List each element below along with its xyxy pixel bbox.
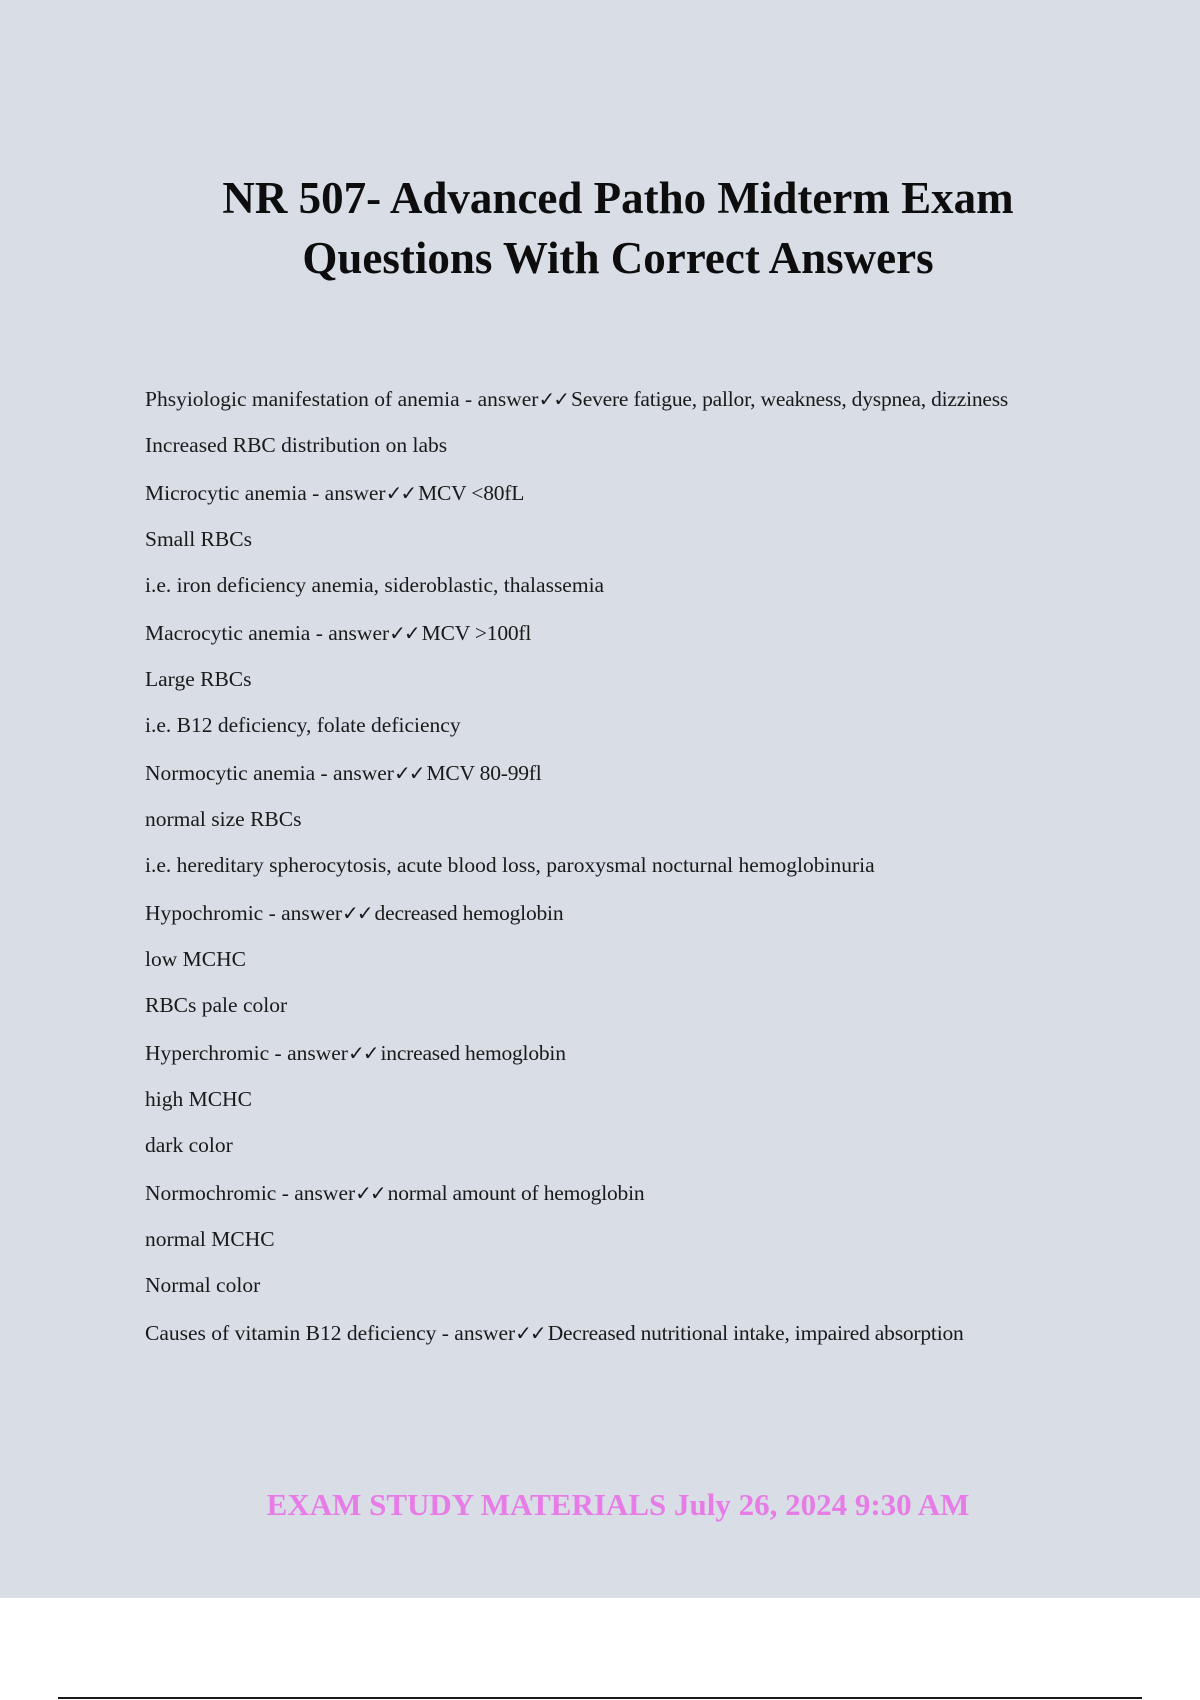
qa-detail-line: Small RBCs bbox=[145, 527, 252, 551]
answer-text: MCV 80-99fl bbox=[426, 761, 542, 785]
double-check-icon: ✓✓ bbox=[393, 761, 424, 785]
qa-question-line bbox=[145, 1318, 1105, 1348]
qa-question-line bbox=[145, 898, 1105, 928]
double-check-icon: ✓✓ bbox=[515, 1321, 545, 1345]
qa-detail-line: low MCHC bbox=[145, 947, 246, 971]
double-check-icon: ✓✓ bbox=[342, 901, 372, 925]
question-text: Hyperchromic - answer bbox=[145, 1041, 348, 1065]
double-check-icon: ✓✓ bbox=[355, 1181, 385, 1205]
question-text: Hypochromic - answer bbox=[145, 901, 343, 925]
qa-question-line bbox=[145, 1038, 1105, 1068]
double-check-icon: ✓✓ bbox=[385, 481, 416, 505]
title-line-1: NR 507- Advanced Patho Midterm Exam bbox=[222, 173, 1014, 223]
answer-text: decreased hemoglobin bbox=[374, 901, 564, 925]
question-text: Microcytic anemia - answer bbox=[145, 481, 386, 505]
qa-question-line bbox=[145, 1178, 1105, 1208]
answer-text: Decreased nutritional intake, impaired absorption bbox=[547, 1321, 964, 1345]
answer-text: MCV >100fl bbox=[421, 621, 532, 645]
double-check-icon: ✓✓ bbox=[347, 1041, 378, 1065]
qa-detail-line: normal MCHC bbox=[145, 1227, 275, 1251]
answer-text: Severe fatigue, pallor, weakness, dyspnea, dizziness bbox=[570, 387, 1009, 411]
qa-question-line bbox=[145, 384, 1105, 414]
answer-text: MCV <80fL bbox=[418, 481, 525, 505]
qa-question-line bbox=[145, 478, 1105, 508]
answer-text: normal amount of hemoglobin bbox=[387, 1181, 645, 1205]
qa-detail-line: i.e. hereditary spherocytosis, acute blood loss, paroxysmal nocturnal hemoglobinuria bbox=[145, 853, 875, 877]
question-text: Normocytic anemia - answer bbox=[145, 761, 394, 785]
qa-detail-line: normal size RBCs bbox=[145, 807, 302, 831]
question-text: Phsyiologic manifestation of anemia - answer bbox=[145, 387, 539, 411]
qa-detail-line: Normal color bbox=[145, 1273, 261, 1297]
qa-detail-line: dark color bbox=[145, 1133, 233, 1157]
double-check-icon: ✓✓ bbox=[389, 621, 419, 645]
qa-question-line bbox=[145, 758, 1105, 788]
answer-text: increased hemoglobin bbox=[380, 1041, 566, 1065]
date-stamp: EXAM STUDY MATERIALS July 26, 2024 9:30 AM bbox=[266, 1487, 970, 1522]
bottom-divider bbox=[58, 1697, 1142, 1699]
qa-question-line bbox=[145, 618, 1105, 648]
question-text: Macrocytic anemia - answer bbox=[145, 621, 390, 645]
double-check-icon: ✓✓ bbox=[538, 387, 568, 411]
qa-list bbox=[145, 384, 1105, 1348]
qa-detail-line: Increased RBC distribution on labs bbox=[145, 433, 448, 457]
qa-detail-line: i.e. B12 deficiency, folate deficiency bbox=[145, 713, 461, 737]
qa-detail-line: RBCs pale color bbox=[145, 993, 288, 1017]
document-title bbox=[0, 168, 1200, 288]
qa-detail-line: i.e. iron deficiency anemia, sideroblastic, thalassemia bbox=[145, 573, 605, 597]
qa-detail-line: Large RBCs bbox=[145, 667, 252, 691]
question-text: Causes of vitamin B12 deficiency - answer bbox=[145, 1321, 516, 1345]
title-line-2: Questions With Correct Answers bbox=[302, 233, 934, 283]
qa-detail-line: high MCHC bbox=[145, 1087, 252, 1111]
question-text: Normochromic - answer bbox=[145, 1181, 356, 1205]
